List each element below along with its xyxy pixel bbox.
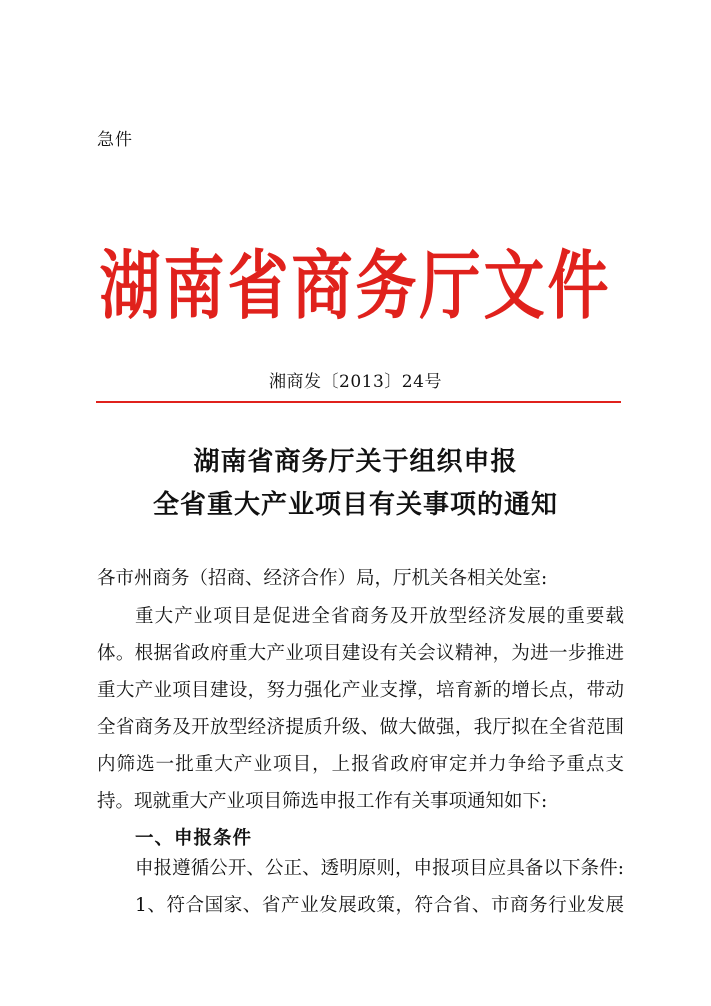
document-number: 湘商发〔2013〕24号 [269,372,442,392]
paragraph-1-line: 体。根据省政府重大产业项目建设有关会议精神，为进一步推进 [97,643,624,664]
paragraph-1-line: 全省商务及开放型经济提质升级、做大做强，我厅拟在全省范围 [97,717,624,738]
masthead-title: 湖南省商务厅文件 [99,243,612,330]
paragraph-1-line: 重大产业项目是促进全省商务及开放型经济发展的重要载 [135,606,624,627]
red-divider-line [96,401,621,403]
notice-title-line-2: 全省重大产业项目有关事项的通知 [152,490,558,520]
addressee-line: 各市州商务（招商、经济合作）局，厅机关各相关处室: [97,568,548,589]
notice-title-line-1: 湖南省商务厅关于组织申报 [193,447,518,477]
urgent-label: 急件 [97,130,133,150]
section-heading: 一、申报条件 [135,828,253,849]
paragraph-1-line: 持。现就重大产业项目筛选申报工作有关事项通知如下: [97,791,548,812]
paragraph-2-line: 申报遵循公开、公正、透明原则，申报项目应具备以下条件: [135,858,624,879]
paragraph-1-line: 重大产业项目建设，努力强化产业支撑，培育新的增长点，带动 [97,680,624,701]
item-1-line: 1、符合国家、省产业发展政策，符合省、市商务行业发展 [135,895,624,916]
paragraph-1-line: 内筛选一批重大产业项目，上报省政府审定并力争给予重点支 [97,754,624,775]
